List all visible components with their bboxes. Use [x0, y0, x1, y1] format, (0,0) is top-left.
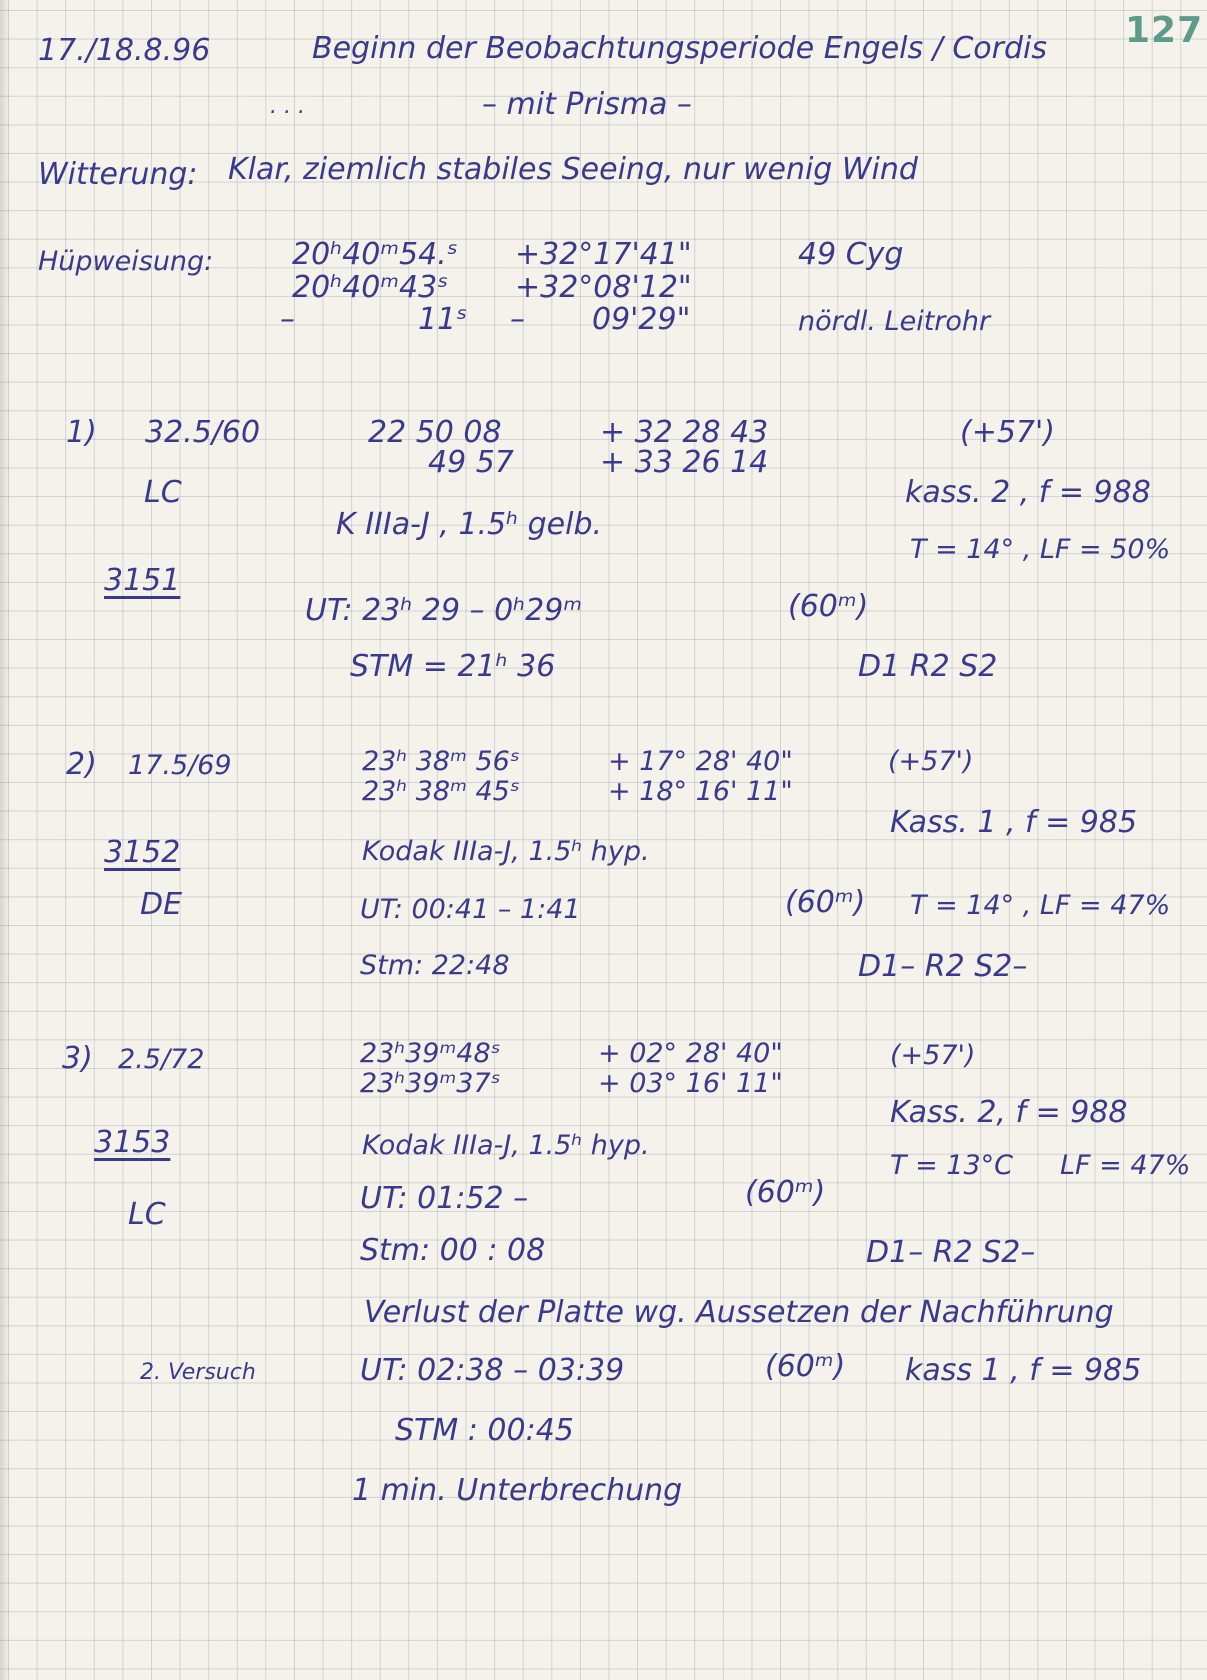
- entry1-ut: UT: 23ʰ 29 – 0ʰ29ᵐ: [305, 593, 583, 628]
- entry3-cass: Kass. 2, f = 988: [890, 1095, 1128, 1130]
- pointing-row3-sign2: –: [510, 302, 525, 337]
- entry3-exposure: (60ᵐ): [745, 1175, 826, 1210]
- entry3-number: 3): [62, 1041, 93, 1076]
- pointing-row2-ra: 20ʰ40ᵐ43ˢ: [292, 270, 449, 305]
- entry1-plate: 3151: [104, 563, 181, 598]
- entry3-loss-note: Verlust der Platte wg. Aussetzen der Nachführung: [364, 1295, 1114, 1330]
- header-dots: . . .: [270, 94, 305, 119]
- entry2-coord2-ra: 23ʰ 38ᵐ 45ˢ: [362, 776, 520, 807]
- pointing-row1-dec: +32°17'41": [515, 237, 692, 272]
- entry3-ut: UT: 01:52 –: [360, 1181, 529, 1216]
- entry2-plate: 3152: [104, 835, 181, 870]
- entry3-emulsion: Kodak IIIa-J, 1.5ʰ hyp.: [362, 1130, 650, 1161]
- entry2-emulsion: Kodak IIIa-J, 1.5ʰ hyp.: [362, 836, 650, 867]
- entry1-quality: D1 R2 S2: [858, 649, 998, 684]
- entry2-coord1-dec: + 17° 28' 40": [608, 746, 793, 777]
- weather-label: Witterung:: [38, 157, 198, 192]
- entry2-field: 17.5/69: [128, 750, 232, 781]
- pointing-row3-sign1: –: [280, 302, 295, 337]
- entry3-temp: T = 13°C: [890, 1150, 1013, 1181]
- entry1-cass: kass. 2 , f = 988: [905, 475, 1151, 510]
- entry3-offset: (+57'): [890, 1040, 976, 1071]
- entry3-coord2-dec: + 03° 16' 11": [598, 1068, 783, 1099]
- pointing-row2-dec: +32°08'12": [515, 270, 692, 305]
- entry2-ut: UT: 00:41 – 1:41: [360, 894, 581, 925]
- entry2-coord1-ra: 23ʰ 38ᵐ 56ˢ: [362, 746, 520, 777]
- entry2-number: 2): [66, 747, 97, 782]
- entry1-exposure: (60ᵐ): [788, 589, 869, 624]
- entry3-coord1-ra: 23ʰ39ᵐ48ˢ: [360, 1038, 501, 1069]
- entry3-humidity: LF = 47%: [1060, 1150, 1191, 1181]
- entry3-st: Stm: 00 : 08: [360, 1233, 546, 1268]
- pointing-row1-ra: 20ʰ40ᵐ54.ˢ: [292, 237, 458, 272]
- entry3-field: 2.5/72: [118, 1044, 205, 1075]
- entry1-field: 32.5/60: [145, 415, 261, 450]
- pointing-row1-note: 49 Cyg: [798, 237, 904, 272]
- entry3-quality: D1– R2 S2–: [866, 1235, 1036, 1270]
- page-number: 127: [1125, 10, 1204, 51]
- header-subtitle: – mit Prisma –: [482, 87, 692, 122]
- entry1-coord2-dec: + 33 26 14: [600, 445, 769, 480]
- entry1-offset: (+57'): [960, 415, 1055, 450]
- entry3-code: LC: [128, 1197, 166, 1232]
- weather-text: Klar, ziemlich stabiles Seeing, nur wenig Wind: [228, 152, 918, 187]
- entry3-retry-cass: kass 1 , f = 985: [905, 1353, 1142, 1388]
- entry3-retry-label: 2. Versuch: [140, 1360, 256, 1385]
- entry3-retry-st: STM : 00:45: [395, 1413, 574, 1448]
- entry1-code: LC: [144, 475, 182, 510]
- entry3-coord1-dec: + 02° 28' 40": [598, 1038, 783, 1069]
- pointing-row3-ra: 11ˢ: [418, 302, 468, 337]
- pointing-row3-dec: 09'29": [592, 302, 691, 337]
- entry1-emulsion: K IIIa-J , 1.5ʰ gelb.: [336, 507, 603, 542]
- entry3-interruption: 1 min. Unterbrechung: [352, 1473, 683, 1508]
- entry1-number: 1): [66, 415, 97, 450]
- entry1-st: STM = 21ʰ 36: [350, 649, 556, 684]
- entry3-retry-ut: UT: 02:38 – 03:39: [360, 1353, 625, 1388]
- entry2-code: DE: [140, 887, 183, 922]
- pointing-label: Hüpweisung:: [38, 246, 214, 277]
- entry3-plate: 3153: [94, 1125, 171, 1160]
- entry2-st: Stm: 22:48: [360, 950, 510, 981]
- entry3-coord2-ra: 23ʰ39ᵐ37ˢ: [360, 1068, 501, 1099]
- entry2-coord2-dec: + 18° 16' 11": [608, 776, 793, 807]
- entry2-temp: T = 14° , LF = 47%: [910, 890, 1171, 921]
- pointing-row3-note: nördl. Leitrohr: [798, 306, 991, 337]
- entry2-quality: D1– R2 S2–: [858, 949, 1028, 984]
- page-binding-shadow: [0, 0, 10, 1680]
- entry1-coord1-ra: 22 50 08: [368, 415, 502, 450]
- entry1-temp: T = 14° , LF = 50%: [910, 534, 1171, 565]
- entry2-exposure: (60ᵐ): [785, 885, 866, 920]
- entry2-cass: Kass. 1 , f = 985: [890, 805, 1138, 840]
- entry3-retry-exposure: (60ᵐ): [765, 1349, 846, 1384]
- entry1-coord2-ra: 49 57: [428, 445, 514, 480]
- header-title: Beginn der Beobachtungsperiode Engels / Cordis: [312, 31, 1047, 66]
- entry2-offset: (+57'): [888, 746, 974, 777]
- entry1-coord1-dec: + 32 28 43: [600, 415, 769, 450]
- header-date: 17./18.8.96: [38, 33, 211, 68]
